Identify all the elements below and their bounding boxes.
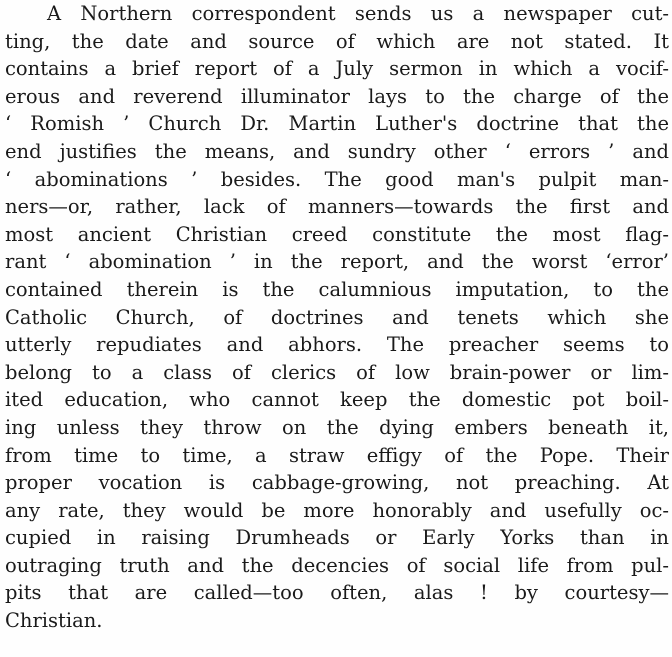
text-line-12: Catholic Church, of doctrines and tenets which she xyxy=(5,305,669,329)
text-line-10: rant ‘ abomination ’ in the report, and the worst ‘error’ xyxy=(5,250,669,274)
text-line-23: Christian. xyxy=(5,609,103,633)
text-line-17: from time to time, a straw effigy of the Pope. Their xyxy=(5,443,669,467)
text-line-2: ting, the date and source of which are not stated. It xyxy=(5,29,669,53)
text-line-11: contained therein is the calumnious imputation, to the xyxy=(5,277,669,301)
text-line-15: ited education, who cannot keep the domestic pot boil- xyxy=(5,388,669,412)
text-line-5: ‘ Romish ’ Church Dr. Martin Luther's doctrine that the xyxy=(5,112,669,136)
text-line-8: ners—or, rather, lack of manners—towards the first and xyxy=(5,195,669,219)
text-line-16: ing unless they throw on the dying embers beneath it, xyxy=(5,415,669,439)
text-line-20: cupied in raising Drumheads or Early Yorks than in xyxy=(5,526,669,550)
text-line-19: any rate, they would be more honorably and usefully oc- xyxy=(5,498,669,522)
text-line-7: ‘ abominations ’ besides. The good man's pulpit man- xyxy=(5,167,669,191)
text-line-4: erous and reverend illuminator lays to the charge of the xyxy=(5,84,669,108)
text-line-21: outraging truth and the decencies of social life from pul- xyxy=(5,553,669,577)
text-line-9: most ancient Christian creed constitute the most flag- xyxy=(5,222,669,246)
text-line-1: A Northern correspondent sends us a newspaper cut- xyxy=(47,2,669,25)
text-line-14: belong to a class of clerics of low brain-power or lim- xyxy=(5,360,669,384)
text-line-6: end justifies the means, and sundry other ‘ errors ’ and xyxy=(5,139,669,163)
text-line-22: pits that are called—too often, alas ! by courtesy— xyxy=(5,581,669,605)
text-line-18: proper vocation is cabbage-growing, not preaching. At xyxy=(5,471,669,495)
text-line-3: contains a brief report of a July sermon in which a vocif- xyxy=(5,57,669,81)
text-line-13: utterly repudiates and abhors. The preacher seems to xyxy=(5,333,669,357)
article-body xyxy=(5,0,669,635)
